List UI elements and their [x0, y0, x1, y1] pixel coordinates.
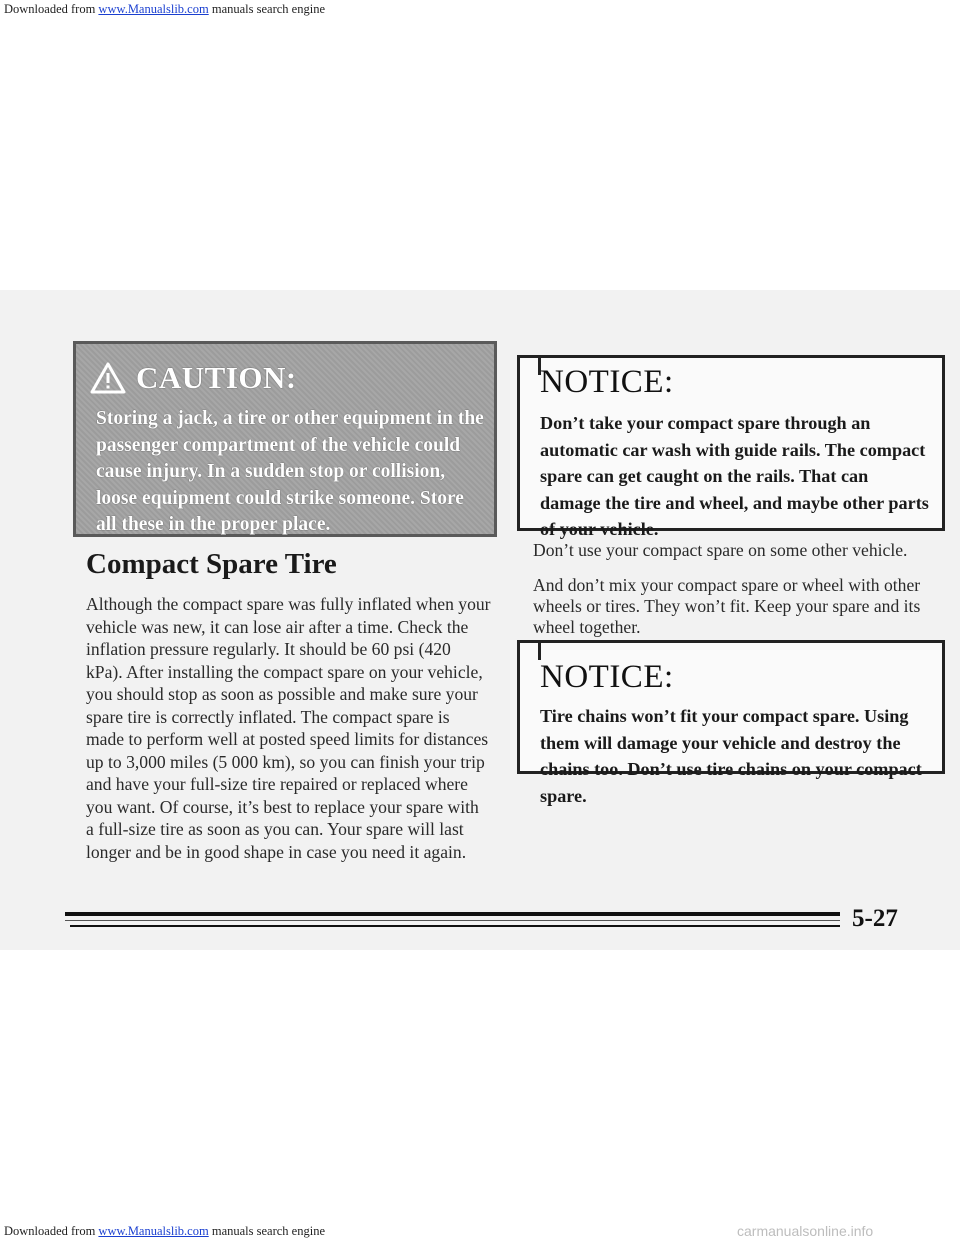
warning-triangle-icon — [90, 362, 126, 394]
banner-suffix: manuals search engine — [208, 2, 325, 16]
notice-title: NOTICE: — [540, 364, 674, 400]
download-banner-bottom — [4, 1224, 325, 1239]
caution-text: Storing a jack, a tire or other equipment in the passenger compartment of the vehicle could cause injury. In a sudden stop or collision, loose equipment could strike someone. Store all these in the proper place. — [96, 408, 484, 535]
banner-prefix: Downloaded from — [4, 2, 99, 16]
notice-title: NOTICE: — [540, 659, 674, 695]
caution-box — [73, 341, 497, 537]
section-heading: Compact Spare Tire — [86, 548, 337, 580]
footer-rule — [70, 925, 840, 927]
right-paragraph-other-vehicle: Don’t use your compact spare on some other vehicle. — [533, 540, 908, 560]
caution-title: CAUTION: — [136, 360, 297, 395]
caution-header — [90, 360, 297, 396]
right-paragraph-mix-wheels: And don’t mix your compact spare or wheel with other wheels or tires. They won’t fit. Keep your spare and its wheel together. — [533, 575, 921, 637]
download-banner-top — [4, 2, 325, 17]
manualslib-link[interactable]: www.Manualslib.com — [98, 1224, 209, 1238]
notice-tab-mark — [538, 640, 541, 660]
manualslib-link[interactable]: www.Manualslib.com — [98, 2, 209, 16]
notice-text: Tire chains won’t fit your compact spare. Using them will damage your vehicle and destroy the chains too. Don’t use tire chains on your compact spare. — [540, 706, 922, 806]
watermark-text: carmanualsonline.info — [737, 1223, 874, 1239]
footer-rule — [65, 912, 840, 916]
page-number: 5-27 — [852, 905, 898, 932]
notice-box-tire-chains — [517, 640, 945, 806]
banner-suffix: manuals search engine — [208, 1224, 325, 1238]
footer-rule — [65, 920, 840, 921]
notice-text: Don’t take your compact spare through an automatic car wash with guide rails. The compact spare can get caught on the rails. That can damage the tire and wheel, and maybe other parts of your vehicle. — [540, 413, 929, 539]
notice-box-car-wash — [517, 355, 945, 539]
banner-prefix: Downloaded from — [4, 1224, 99, 1238]
compact-spare-paragraph: Although the compact spare was fully inflated when your vehicle was new, it can lose air after a time. Check the inflation pressure regularly. It should be 60 psi (420 kPa). After installing the compact spare on your vehicle, you should stop as soon as possible and make sure your spare tire is correctly inflated. The compact spare is made to perform well at posted speed limits for distances up to 3,000 miles (5 000 km), so you can finish your trip and have your full-size tire repaired or replaced where you want. Of course, it’s best to replace your spare with a full-size tire as soon as you can. Your spare will last longer and be in good shape in case you need it again. — [86, 594, 491, 862]
